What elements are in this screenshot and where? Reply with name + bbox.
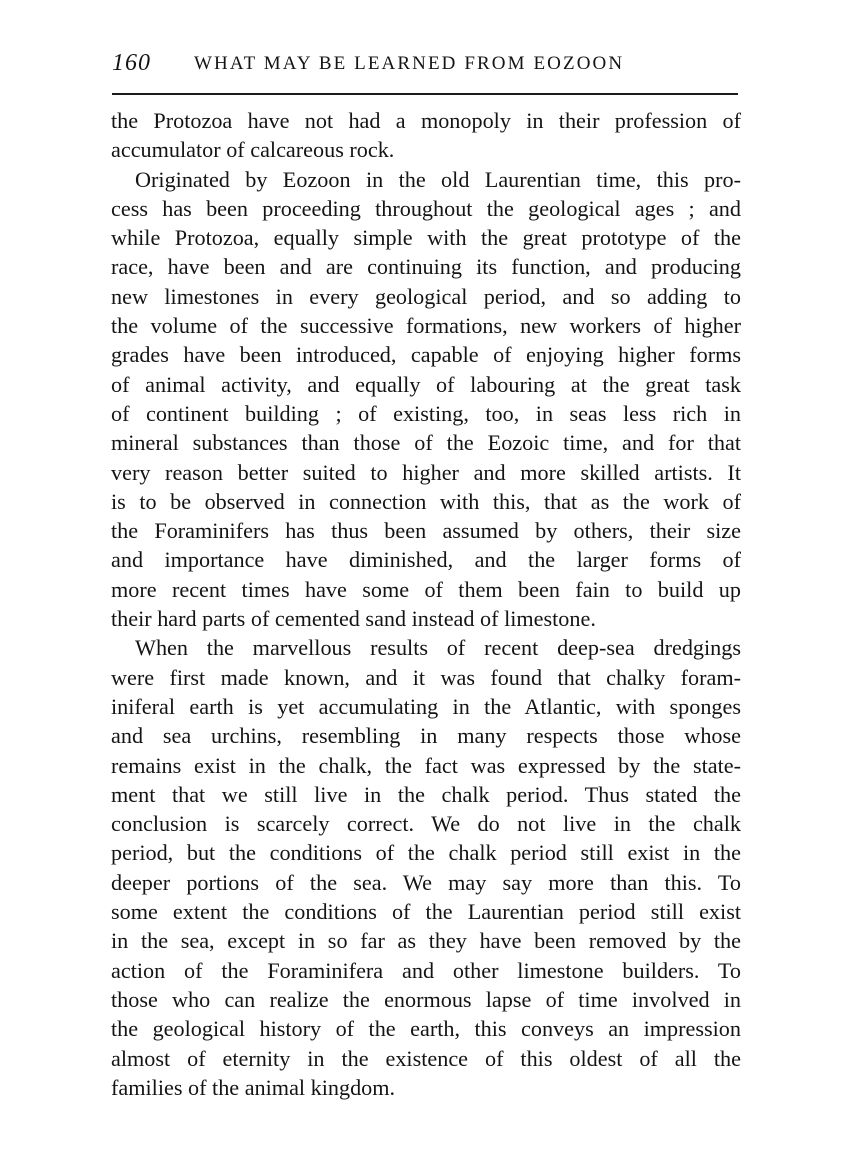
text-line: grades have been introduced, capable of enjoying higher forms — [111, 342, 741, 368]
running-head — [112, 50, 740, 84]
text-line: cess has been proceeding throughout the geological ages ; and — [111, 195, 741, 221]
text-line: iniferal earth is yet accumulating in the Atlantic, with sponges — [111, 693, 741, 719]
text-line: and importance have diminished, and the larger forms of — [111, 547, 741, 573]
text-line: action of the Foraminifera and other limestone builders. To — [111, 957, 741, 983]
text-line: mineral substances than those of the Eozoic time, and for that — [111, 430, 741, 456]
text-line: almost of eternity in the existence of this oldest of all the — [111, 1045, 741, 1071]
paragraph — [111, 106, 741, 165]
text-line: families of the animal kingdom. — [111, 1074, 396, 1100]
text-line: the Protozoa have not had a monopoly in their profession of — [111, 108, 741, 133]
text-line: new limestones in every geological period, and so adding to — [111, 283, 741, 309]
text-line: Originated by Eozoon in the old Laurentian time, this pro- — [135, 166, 741, 192]
text-line: the Foraminifers has thus been assumed by others, their size — [111, 518, 741, 544]
text-line: and sea urchins, resembling in many respects those whose — [111, 723, 741, 749]
text-line: ment that we still live in the chalk period. Thus stated the — [111, 781, 741, 807]
text-line: When the marvellous results of recent deep-sea dredgings — [135, 635, 741, 661]
text-line: deeper portions of the sea. We may say more than this. To — [111, 869, 741, 895]
running-title: WHAT MAY BE LEARNED FROM EOZOON — [194, 53, 625, 74]
text-line: while Protozoa, equally simple with the great prototype of the — [111, 225, 741, 251]
text-line: those who can realize the enormous lapse of time involved in — [111, 986, 741, 1012]
text-line: period, but the conditions of the chalk period still exist in the — [111, 840, 741, 866]
text-line: were first made known, and it was found that chalky foram- — [111, 664, 741, 690]
text-line: remains exist in the chalk, the fact was expressed by the state- — [111, 752, 741, 778]
text-line: some extent the conditions of the Laurentian period still exist — [111, 899, 741, 925]
text-line: in the sea, except in so far as they have been removed by the — [111, 928, 741, 954]
text-line: accumulator of calcareous rock. — [111, 137, 395, 163]
text-line: very reason better suited to higher and more skilled artists. It — [111, 459, 741, 485]
text-line: conclusion is scarcely correct. We do not live in the chalk — [111, 811, 741, 837]
text-line: of animal activity, and equally of labouring at the great task — [111, 371, 741, 397]
text-line: their hard parts of cemented sand instead of limestone. — [111, 606, 596, 632]
text-line: is to be observed in connection with this, that as the work of — [111, 488, 741, 514]
text-line: race, have been and are continuing its function, and producing — [111, 254, 741, 280]
body-text — [111, 106, 741, 1102]
paragraph — [111, 165, 741, 634]
text-line: more recent times have some of them been fain to build up — [111, 576, 741, 602]
page-number: 160 — [112, 50, 151, 76]
paragraph — [111, 633, 741, 1102]
text-line: of continent building ; of existing, too, in seas less rich in — [111, 400, 741, 426]
text-line: the geological history of the earth, this conveys an impression — [111, 1016, 741, 1042]
header-rule — [112, 93, 738, 95]
text-line: the volume of the successive formations, new workers of higher — [111, 313, 741, 339]
